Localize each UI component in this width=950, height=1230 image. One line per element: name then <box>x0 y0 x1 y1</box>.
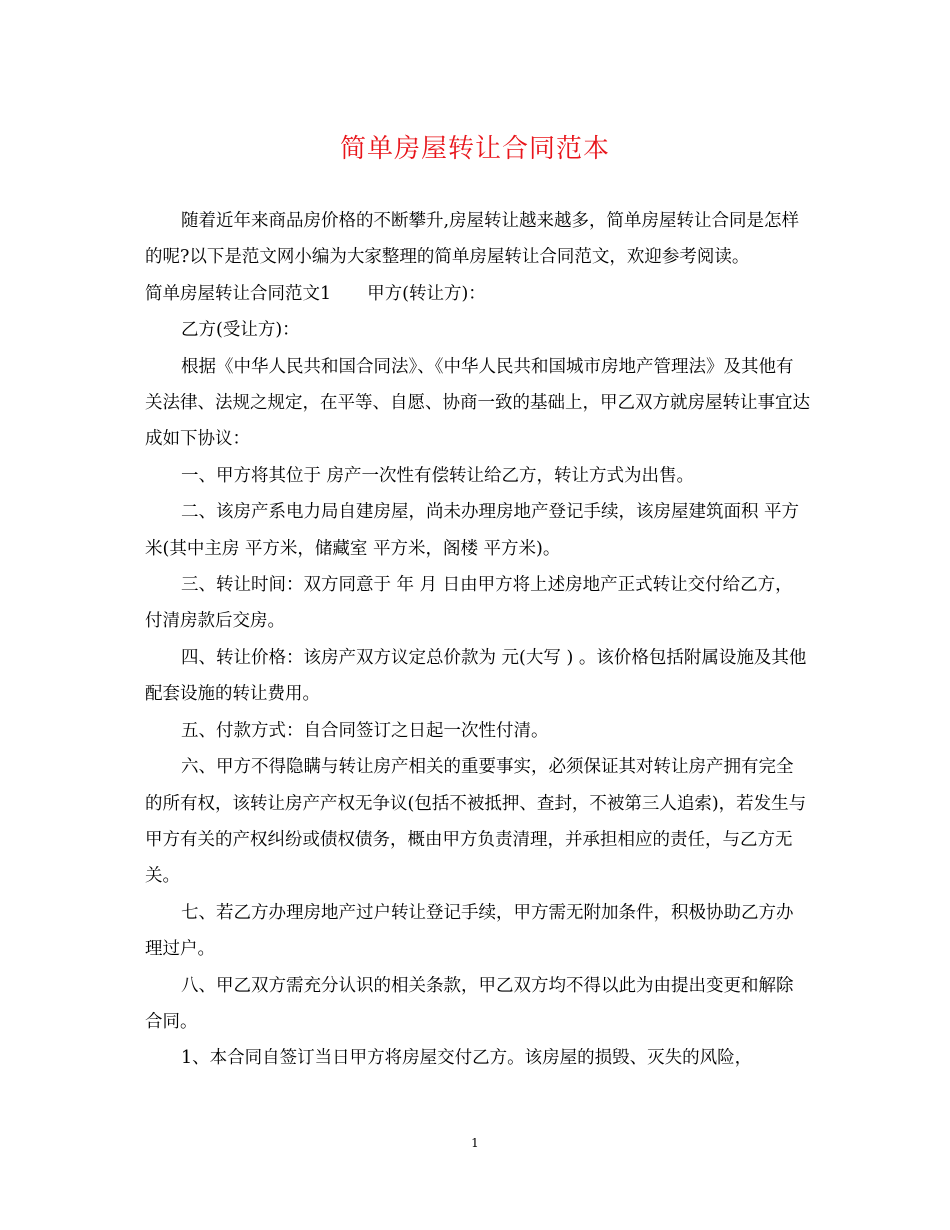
paragraph-clause-2: 二、该房产系电力局自建房屋，尚未办理房地产登记手续，该房屋建筑面积 平方米(其中主房 平方米，储藏室 平方米，阁楼 平方米)。 <box>145 502 800 559</box>
section-heading: 简单房屋转让合同范文1 <box>145 283 332 304</box>
paragraph-clause-1: 一、甲方将其位于 房产一次性有偿转让给乙方，转让方式为出售。 <box>181 465 695 486</box>
party-b-label: 乙方(受让方)： <box>181 320 300 341</box>
section-heading-line <box>145 276 810 312</box>
paragraph-clause-6: 六、甲方不得隐瞒与转让房产相关的重要事实，必须保证其对转让房产拥有完全的所有权，该转让房产产权无争议(包括不被抵押、查封，不被第三人追索)，若发生与甲方有关的产权纠纷或债权债务，概由甲方负责清理，并承担相应的责任，与乙方无关。 <box>145 757 807 887</box>
paragraph-clause-4: 四、转让价格：该房产双方议定总价款为 元(大写 ) 。该价格包括附属设施及其他配套设施的转让费用。 <box>145 647 807 705</box>
document-body <box>145 203 810 1077</box>
page-number: 1 <box>471 1136 479 1150</box>
paragraph-clause-3: 三、转让时间：双方同意于 年 月 日由甲方将上述房地产正式转让交付给乙方，付清房款后交房。 <box>145 575 793 632</box>
paragraph-clause-8: 八、甲乙双方需充分认识的相关条款，甲乙双方均不得以此为由提出变更和解除合同。 <box>145 975 794 1032</box>
paragraph-subclause-1: 1、本合同自签订当日甲方将房屋交付乙方。该房屋的损毁、灭失的风险， <box>181 1048 753 1069</box>
paragraph-preamble: 根据《中华人民共和国合同法》、《中华人民共和国城市房地产管理法》及其他有关法律、法规之规定，在平等、自愿、协商一致的基础上，甲乙双方就房屋转让事宜达成如下协议： <box>145 356 810 450</box>
party-a-label: 甲方(转让方)： <box>367 283 486 304</box>
document-title: 简单房屋转让合同范本 <box>339 134 610 164</box>
paragraph-clause-7: 七、若乙方办理房地产过户转让登记手续，甲方需无附加条件，积极协助乙方办理过户。 <box>145 902 794 960</box>
intro-paragraph: 随着近年来商品房价格的不断攀升,房屋转让越来越多，简单房屋转让合同是怎样的呢?以下是范文网小编为大家整理的简单房屋转让合同范文，欢迎参考阅读。 <box>145 211 800 268</box>
paragraph-clause-5: 五、付款方式：自合同签订之日起一次性付清。 <box>181 720 549 741</box>
